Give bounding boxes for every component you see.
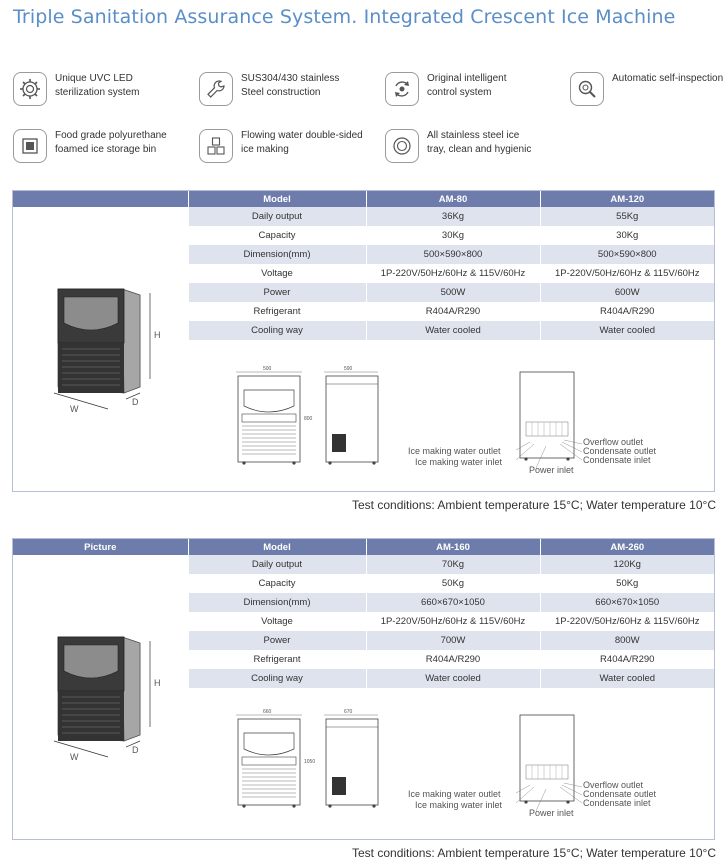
depth-dimension: 670 bbox=[344, 709, 353, 715]
spec-value: 50Kg bbox=[366, 574, 540, 593]
feature-text: Original intelligent control system bbox=[427, 73, 507, 98]
back-label-power-inlet: Power inlet bbox=[529, 465, 574, 475]
spec-value: 36Kg bbox=[366, 207, 540, 226]
feature-ice-tray bbox=[385, 129, 531, 163]
feature-text: Unique UVC LED sterilization system bbox=[55, 73, 140, 98]
spec-value: 500×590×800 bbox=[366, 245, 540, 264]
spec-value: 700W bbox=[366, 631, 540, 650]
test-conditions-note: Test conditions: Ambient temperature 15°C; Water temperature 10°C bbox=[352, 498, 716, 512]
back-label-ice-inlet: Ice making water inlet bbox=[415, 800, 503, 810]
feature-storage-bin bbox=[13, 129, 167, 163]
spec-value: 50Kg bbox=[540, 574, 714, 593]
spec-value: 800W bbox=[540, 631, 714, 650]
spec-label: Voltage bbox=[188, 612, 366, 631]
spec-value: Water cooled bbox=[366, 669, 540, 688]
spec-value: 600W bbox=[540, 283, 714, 302]
back-label-overflow: Overflow outlet bbox=[583, 780, 644, 790]
technical-drawings bbox=[230, 362, 670, 482]
spec-label: Cooling way bbox=[188, 669, 366, 688]
spec-value: 1P-220V/50Hz/60Hz & 115V/60Hz bbox=[540, 264, 714, 283]
spec-value: 120Kg bbox=[540, 555, 714, 574]
spec-label: Voltage bbox=[188, 264, 366, 283]
spec-value: Water cooled bbox=[540, 321, 714, 340]
spec-value: 1P-220V/50Hz/60Hz & 115V/60Hz bbox=[366, 612, 540, 631]
spec-value: 1P-220V/50Hz/60Hz & 115V/60Hz bbox=[366, 264, 540, 283]
spec-value: R404A/R290 bbox=[366, 650, 540, 669]
technical-drawings bbox=[230, 705, 670, 825]
page-title: Triple Sanitation Assurance System. Integrated Crescent Ice Machine bbox=[13, 6, 676, 28]
back-label-condensate-outlet: Condensate outlet bbox=[583, 446, 657, 456]
spec-value: Water cooled bbox=[366, 321, 540, 340]
feature-uvc bbox=[13, 72, 139, 106]
model-header: Model bbox=[188, 539, 366, 555]
feature-control bbox=[385, 72, 507, 106]
test-conditions-note: Test conditions: Ambient temperature 15°C; Water temperature 10°C bbox=[352, 846, 716, 860]
back-label-condensate-inlet: Condensate inlet bbox=[583, 798, 651, 808]
feature-stainless bbox=[199, 72, 339, 106]
back-label-ice-outlet: Ice making water outlet bbox=[408, 446, 501, 456]
storage-bin-icon bbox=[13, 129, 47, 163]
spec-value: R404A/R290 bbox=[540, 302, 714, 321]
wrench-icon bbox=[199, 72, 233, 106]
model-col-header: AM-80 bbox=[366, 191, 540, 207]
back-label-overflow: Overflow outlet bbox=[583, 437, 644, 447]
spec-label: Daily output bbox=[188, 555, 366, 574]
water-cubes-icon bbox=[199, 129, 233, 163]
spec-label: Power bbox=[188, 631, 366, 650]
height-dimension: 1050 bbox=[304, 759, 316, 765]
feature-text: Flowing water double-sided ice making bbox=[241, 130, 363, 155]
back-label-condensate-outlet: Condensate outlet bbox=[583, 789, 657, 799]
height-dimension: 800 bbox=[304, 416, 313, 422]
spec-value: R404A/R290 bbox=[540, 650, 714, 669]
spec-value: 30Kg bbox=[366, 226, 540, 245]
feature-text: SUS304/430 stainless Steel construction bbox=[241, 73, 340, 98]
spec-label: Capacity bbox=[188, 574, 366, 593]
width-label: W bbox=[70, 404, 79, 413]
spec-value: 70Kg bbox=[366, 555, 540, 574]
ice-machine-illustration bbox=[40, 631, 170, 761]
spec-label: Refrigerant bbox=[188, 302, 366, 321]
recycle-control-icon bbox=[385, 72, 419, 106]
spec-label: Capacity bbox=[188, 226, 366, 245]
feature-inspection bbox=[570, 72, 723, 106]
uvc-gear-icon bbox=[13, 72, 47, 106]
feature-flowing-water bbox=[199, 129, 363, 163]
feature-text: Automatic self-inspection bbox=[612, 73, 724, 84]
width-label: W bbox=[70, 752, 79, 761]
model-col-header: AM-160 bbox=[366, 539, 540, 555]
height-label: H bbox=[154, 330, 161, 340]
ice-machine-illustration bbox=[40, 283, 170, 413]
tray-circle-icon bbox=[385, 129, 419, 163]
model-col-header: AM-260 bbox=[540, 539, 714, 555]
picture-header bbox=[13, 191, 188, 207]
spec-label: Power bbox=[188, 283, 366, 302]
feature-text: All stainless steel ice tray, clean and hygienic bbox=[427, 130, 532, 155]
spec-value: 500×590×800 bbox=[540, 245, 714, 264]
depth-dimension: 590 bbox=[344, 366, 353, 372]
spec-label: Daily output bbox=[188, 207, 366, 226]
spec-value: R404A/R290 bbox=[366, 302, 540, 321]
spec-label: Dimension(mm) bbox=[188, 245, 366, 264]
model-header: Model bbox=[188, 191, 366, 207]
width-dimension: 660 bbox=[263, 709, 272, 715]
depth-label: D bbox=[132, 745, 139, 755]
back-label-ice-outlet: Ice making water outlet bbox=[408, 789, 501, 799]
spec-value: 1P-220V/50Hz/60Hz & 115V/60Hz bbox=[540, 612, 714, 631]
feature-text: Food grade polyurethane foamed ice storage bin bbox=[55, 130, 167, 155]
depth-label: D bbox=[132, 397, 139, 407]
spec-label: Cooling way bbox=[188, 321, 366, 340]
picture-header: Picture bbox=[13, 539, 188, 555]
spec-value: Water cooled bbox=[540, 669, 714, 688]
back-label-ice-inlet: Ice making water inlet bbox=[415, 457, 503, 467]
spec-label: Dimension(mm) bbox=[188, 593, 366, 612]
spec-label: Refrigerant bbox=[188, 650, 366, 669]
spec-value: 660×670×1050 bbox=[366, 593, 540, 612]
width-dimension: 500 bbox=[263, 366, 272, 372]
spec-value: 30Kg bbox=[540, 226, 714, 245]
back-label-condensate-inlet: Condensate inlet bbox=[583, 455, 651, 465]
back-label-power-inlet: Power inlet bbox=[529, 808, 574, 818]
height-label: H bbox=[154, 678, 161, 688]
magnifier-inspection-icon bbox=[570, 72, 604, 106]
spec-value: 500W bbox=[366, 283, 540, 302]
spec-value: 660×670×1050 bbox=[540, 593, 714, 612]
spec-value: 55Kg bbox=[540, 207, 714, 226]
model-col-header: AM-120 bbox=[540, 191, 714, 207]
